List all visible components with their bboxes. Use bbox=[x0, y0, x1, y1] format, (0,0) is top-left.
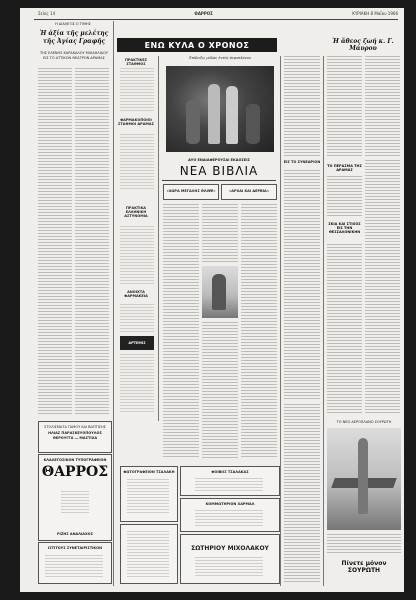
photo1-figure-d bbox=[246, 104, 260, 144]
col2-text-d bbox=[120, 304, 154, 332]
col1-ad-line1: ΣΤΟΛΙΣΜΑΤΑ ΓΑΜΟΥ ΚΑΙ ΒΑΠΤΙΣΗΣ bbox=[44, 425, 106, 429]
bottom-ad-3 bbox=[180, 498, 280, 532]
airplane-caption: ΤΟ ΝΕΟ ΑΕΡΟΠΛΑΝΟ ΣΟΥΡΩΤΗ bbox=[336, 420, 392, 424]
books-text-b bbox=[202, 204, 238, 262]
bottom-ad-1 bbox=[120, 466, 178, 522]
bottom-ad-3-title: ΚΟΜΜΩΤΗΡΙΟΝ ΧΑΡΜΑΛ bbox=[205, 502, 255, 506]
airplane-body bbox=[358, 438, 368, 514]
col1-text-a bbox=[38, 68, 72, 416]
col2-text-c bbox=[120, 226, 154, 286]
bottom-ad-1-title: ΦΩΤΟΓΡΑΦΕΙΟΝ ΤΣΑΛΑΚΗ bbox=[123, 470, 175, 474]
col1-ad-line3: ΘΕΡΟΥΓΓΑ — ΜΑΣΤΙΧΑ bbox=[52, 436, 98, 440]
books-photo-figure bbox=[212, 274, 226, 310]
fashion-photo bbox=[166, 66, 274, 152]
banner-text: ΕΝΩ ΚΥΛΑ Ο ΧΡΟΝΟΣ bbox=[144, 40, 250, 50]
col4-text-c bbox=[327, 176, 362, 216]
books-text-d bbox=[241, 204, 277, 458]
col2-text-a bbox=[120, 68, 154, 113]
bottom-ad-4-lines bbox=[127, 531, 169, 577]
col1-subhead: ΤΗΣ ΕΛΕΝΗΣ ΚΑΡΑΚΑΛΟΥ ΜΙΧΑΗΛΙΔΟΥ ΕΙΣ ΤΟ ΑΤΤΙΚΟΝ ΘΕΑΤΡΟΝ ΔΡΑΜΑΣ bbox=[40, 51, 108, 60]
tharros-ad-bottom: ΡΙΖΗΣ ΑΝΑΛΙΑΧΟΣ bbox=[56, 532, 94, 536]
col4-text-b bbox=[365, 56, 400, 156]
photo1-caption: Ἐπίδειξις μόδας ἐντός ἀεροπλάνου bbox=[189, 56, 251, 60]
col4-text-d bbox=[327, 244, 362, 414]
col4-box1: ΤΟ ΠΕΡΑΣΜΑ ΤΗΣ ΔΡΑΜΑΣ bbox=[327, 164, 362, 172]
tharros-ad-name: ΘΑΡΡΟΣ bbox=[41, 464, 109, 480]
col3-text-a bbox=[284, 56, 320, 156]
col1-ad bbox=[38, 421, 112, 453]
tharros-ad bbox=[38, 454, 112, 541]
newspaper-name: ΘΑΡΡΟΣ bbox=[194, 10, 213, 16]
col1-text-b bbox=[75, 68, 109, 416]
photo1-figure-a bbox=[208, 84, 220, 144]
time-banner bbox=[117, 38, 277, 52]
tharros-ad-details bbox=[61, 491, 89, 513]
bottom-ad-2-title: ΦΟΙΒΟΣ ΤΣΑΛΑΚΑΣ bbox=[211, 470, 249, 474]
col2-title2: ΦΑΡΜΑΚΟΠΟΙΟΙ ΣΤΑΘΜΟΙ ΔΡΑΜΑΣ bbox=[117, 118, 154, 126]
newspaper-page bbox=[20, 8, 404, 592]
books-title: ΝΕΑ ΒΙΒΛΙΑ bbox=[179, 164, 259, 178]
divider-4 bbox=[323, 56, 324, 586]
book1-title: «ΧΩΡΑ ΜΕΓΑΛΗΣ ΘΛΙΨΕ» bbox=[166, 189, 216, 193]
divider-2 bbox=[158, 56, 159, 421]
page-number: Σελίς 14 bbox=[38, 10, 56, 16]
page-header bbox=[38, 8, 398, 18]
col3-text-b bbox=[284, 170, 320, 400]
drink-ad: Πίνετε μόνον ΣΟΥΡΩΤΗ bbox=[341, 560, 387, 574]
col3-text-c bbox=[284, 404, 320, 582]
col4-box2: ΣΚΙΑ ΚΑΙ ΣΤΙΧΟΣ ΕΙΣ ΤΗΝ ΘΕΣΣΑΛΟΝΙΚΗΝ bbox=[328, 222, 361, 234]
col4-text-e bbox=[365, 160, 400, 414]
books-kicker: ΔΥΟ ΕΝΔΙΑΦΕΡΟΥΣΑΙ ΕΚΔΟΣΕΙΣ bbox=[188, 158, 250, 162]
bottom-ad-3-lines bbox=[195, 510, 263, 527]
book2-title: «ΑΡΧΑΙ ΚΑΙ ΔΕΡΒΙΑ» bbox=[228, 189, 269, 193]
airplane-photo bbox=[327, 428, 401, 530]
col1-bottom-ad bbox=[38, 542, 112, 584]
header-rule bbox=[34, 19, 398, 20]
col1-bottom-text: ΙΣΤΙΤΟΥΣ ΣΥΝΕΤΑΙΡΙΣΤΙΚΟΝ bbox=[47, 546, 103, 550]
book2-box bbox=[221, 184, 277, 200]
col4-headline: Ἡ ἄθεος ζωή κ. Γ. Μάυρου bbox=[332, 38, 394, 52]
bottom-ad-2-lines bbox=[195, 478, 263, 491]
col2-title4: ΑΝΟΙΧΤΑ ΦΑΡΜΑΚΕΙΑ bbox=[124, 290, 148, 298]
divider-1 bbox=[113, 21, 114, 586]
col2-logo-text: ΑΡΤΕΜΙΣ bbox=[128, 341, 146, 345]
col1-kicker: Η ΔΙΑΛΕΞΙΣ Ο ΤΙΜΗΣ bbox=[55, 22, 91, 26]
tharros-ad-top: ΚΛΑΛΕΓΟΣΙΚΟΝ ΤΥΠΟΓΡΑΦΕΙΟΝ bbox=[43, 458, 107, 462]
col2-title1: ΠΡΑΚΤΙΚΕΣ ΣΤΑΘΜΟΣ bbox=[124, 58, 148, 66]
books-text-c bbox=[202, 322, 238, 458]
issue-date: ΚΥΡΙΑΚΗ 8 Μαΐου 1966 bbox=[352, 10, 398, 16]
col1-bottom-lines bbox=[45, 555, 103, 579]
photo1-figure-b bbox=[226, 86, 238, 144]
books-text-a bbox=[163, 204, 199, 458]
col2-title3: ΠΡΑΚΤΙΚΑ ΕΛΛΗΝΙΚΗ ΑΣΤΥΝΟΜΙΑ bbox=[124, 206, 148, 218]
col2-logo bbox=[120, 336, 154, 350]
col2-text-b bbox=[120, 134, 154, 189]
col1-headline: Ἡ ἀξία τῆς μελέτης τῆς Ἁγίας Γραφῆς bbox=[39, 30, 109, 45]
col3-heading: ΕΙΣ ΤΟ ΣΥΝΕΔΡΙΟΝ bbox=[283, 160, 321, 164]
col4-text-f bbox=[327, 534, 401, 554]
bottom-ad-5-title: ΣΩΤΗΡΙΟΥ ΜΙΧΟΛΑΚΟΥ bbox=[191, 545, 269, 552]
divider-3 bbox=[280, 56, 281, 586]
book1-box bbox=[163, 184, 219, 200]
books-rule bbox=[162, 180, 276, 181]
bottom-ad-4 bbox=[120, 524, 178, 584]
col2-text-e bbox=[120, 354, 154, 414]
bottom-ad-2 bbox=[180, 466, 280, 496]
bottom-ad-1-lines bbox=[127, 479, 169, 515]
bottom-ad-5-lines bbox=[195, 557, 263, 577]
col4-text-a bbox=[327, 56, 362, 156]
bottom-ad-5 bbox=[180, 534, 280, 584]
col1-ad-line2: ΗΛΙΑΣ ΠΑΡΑΣΚΕΥΟΠΟΥΛΟΣ bbox=[48, 431, 102, 435]
photo1-figure-c bbox=[186, 100, 200, 144]
books-photo bbox=[202, 266, 238, 318]
